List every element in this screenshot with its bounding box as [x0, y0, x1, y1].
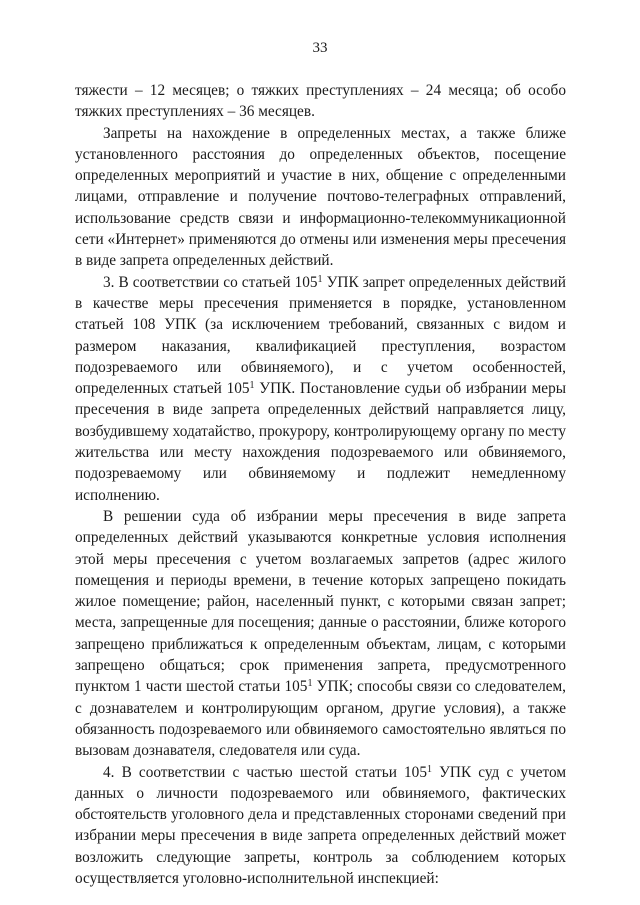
paragraph-text-segment: УПК; способы связи со следователем, с дознавателем и контролирующим органом, другие условия), а также обязанность подозреваемого или обвиняемого самостоятельно являться по вызовам дознавателя, следователя или суда.: [75, 678, 566, 760]
paragraph-text-segment: 3. В соответствии со статьей 105: [103, 273, 318, 291]
paragraph-continuation: тяжести – 12 месяцев; о тяжких преступлениях – 24 месяца; об особо тяжких преступлениях – 36 месяцев.: [75, 82, 566, 121]
superscript-1: 1: [307, 678, 313, 690]
paragraph-text-segment: 4. В соответствии с частью шестой статьи 105: [103, 763, 427, 781]
paragraph-text-segment: В решении суда об избрании меры пресечения в виде запрета определенных действий указываются конкретные условия исполнения этой меры пресечения с учетом возлагаемых запретов (адрес жилого помещения и периоды времени, в течение которых запрещено покидать жилое помещение; район, населенный пункт, с которыми связан запрет; места, запрещенные для посещения; данные о расстоянии, ближе которого запрещено приближаться к определенным объектам, лицам, с которыми запрещено общаться; срок применения запрета, предусмотренного пунктом 1 части шестой статьи 105: [75, 507, 566, 696]
paragraph-point-3: [75, 272, 566, 506]
superscript-1: 1: [317, 273, 323, 285]
paragraph-text-segment: УПК запрет определенных действий в качестве меры пресечения применяется в порядке, установленном статьей 108 УПК (за исключением требований, связанных с видом и размером наказания, квалификацией преступления, возрастом подозреваемого или обвиняемого), и с учетом особенностей, определенных статьей 105: [75, 273, 566, 398]
paragraph-text-segment: УПК суд с учетом данных о личности подозреваемого или обвиняемого, фактических обстоятельств уголовного дела и представленных сторонами сведений при избрании меры пресечения в виде запрета определенных действий может возложить следующие запреты, контроль за соблюдением которых осуществляется уголовно-исполнительной инспекцией:: [75, 763, 567, 887]
superscript-1: 1: [249, 380, 255, 392]
paragraph-text-segment: УПК. Постановление судьи об избрании меры пресечения в виде запрета определенных действий направляется лицу, возбудившему ходатайство, прокурору, контролирующему органу по месту жительства или месту нахождения подозреваемого или обвиняемого, подозреваемому или обвиняемому и подлежит немедленному исполнению.: [75, 380, 567, 504]
paragraph-court-decision: [75, 506, 566, 762]
superscript-1: 1: [426, 763, 432, 775]
page-number: 33: [312, 40, 328, 56]
document-body: [75, 80, 566, 889]
paragraph-prohibitions-duration: Запреты на нахождение в определенных местах, а также ближе установленного расстояния до определенных объектов, посещение определенных мероприятий и участие в них, общение с определенными лицами, отправление и получение почтово-телеграфных отправлений, использование средств связи и информационно-телекоммуникационной сети «Интернет» применяются до отмены или изменения меры пресечения в виде запрета определенных действий.: [75, 124, 566, 270]
paragraph-point-4: [75, 762, 566, 890]
